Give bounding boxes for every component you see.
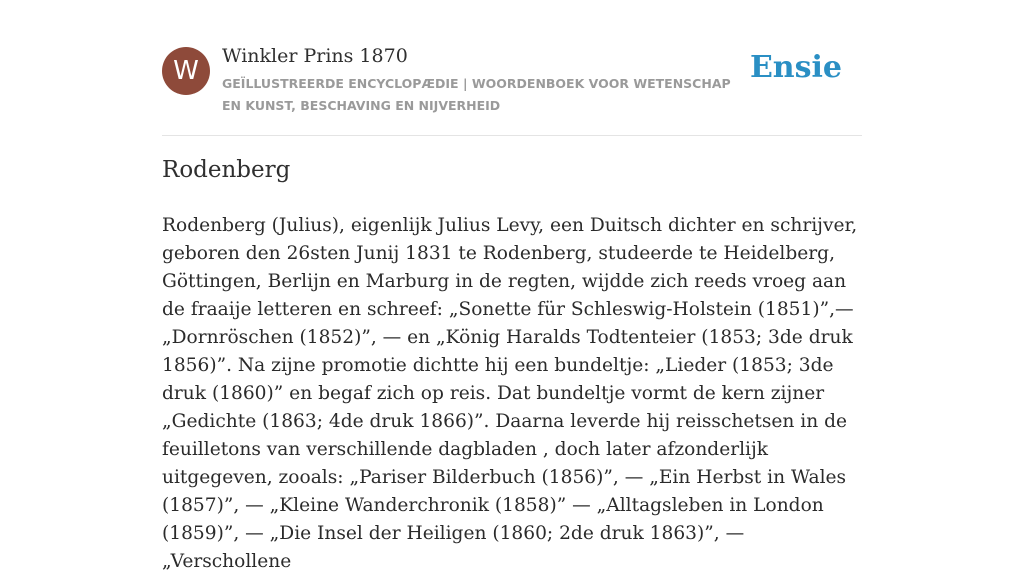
avatar[interactable]: W (162, 47, 210, 95)
site-subtitle: GEÏLLUSTREERDE ENCYCLOPÆDIE | WOORDENBOEK VOOR WETENSCHAP EN KUNST, BESCHAVING EN NIJVERHEID (222, 76, 731, 113)
page-title: Rodenberg (162, 157, 291, 183)
article-body: Rodenberg (Julius), eigenlijk Julius Levy, een Duitsch dichter en schrijver, geboren den 26sten Junij 1831 te Rodenberg, studeerde te Heidelberg, Göttingen, Berlijn en Marburg in de regten, wijdde zich reeds vroeg aan de fraaije letteren en schreef: „Sonette für Schleswig-Holstein (1851)”,— „Dornröschen (1852)”, — en „König Haralds Todtenteier (1853; 3de druk 1856)”. Na zijne promotie dichtte hij een bundeltje: „Lieder (1853; 3de druk (1860)” en begaf zich op reis. Dat bundeltje vormt de kern zijner „Gedichte (1863; 4de druk 1866)”. Daarna leverde hij reisschetsen in de feuilletons van verschillende dagbladen , doch later afzonderlijk uitgegeven, zooals: „Pariser Bilderbuch (1856)”, — „Ein Herbst in Wales (1857)”, — „Kleine Wanderchronik (1858)” — „Alltagsleben in London (1859)”, — „Die Insel der Heiligen (1860; 2de druk 1863)”, — „Verschollene (162, 215, 858, 572)
site-title[interactable]: Winkler Prins 1870 (222, 45, 408, 67)
brand-logo-link[interactable]: Ensie (749, 50, 842, 85)
site-header (162, 44, 862, 136)
